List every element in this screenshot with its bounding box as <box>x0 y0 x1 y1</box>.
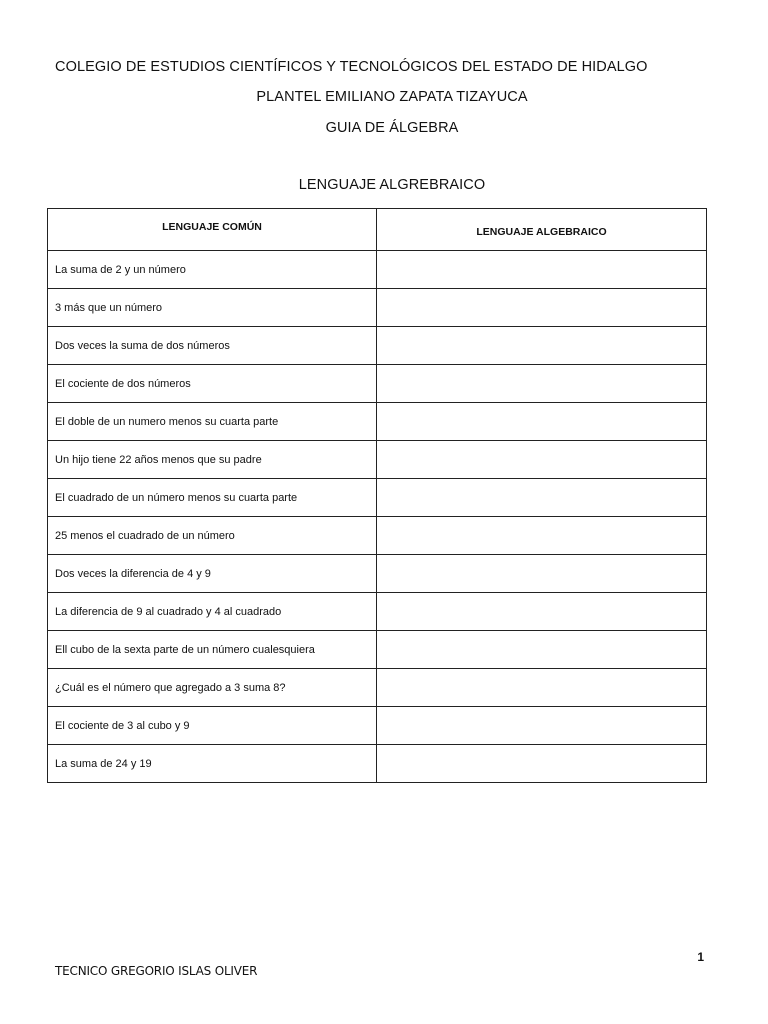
page-number: 1 <box>697 950 704 964</box>
school-name: COLEGIO DE ESTUDIOS CIENTÍFICOS Y TECNOLÓGICOS DEL ESTADO DE HIDALGO <box>55 59 648 75</box>
table-row <box>48 365 707 403</box>
common-language-cell: 3 más que un número <box>48 289 377 327</box>
campus-name: PLANTEL EMILIANO ZAPATA TIZAYUCA <box>256 89 528 105</box>
algebraic-answer-cell[interactable] <box>377 441 707 479</box>
common-language-cell: La suma de 24 y 19 <box>48 745 377 783</box>
algebraic-answer-cell[interactable] <box>377 365 707 403</box>
algebraic-answer-cell[interactable] <box>377 289 707 327</box>
table-row <box>48 479 707 517</box>
common-language-cell: Un hijo tiene 22 años menos que su padre <box>48 441 377 479</box>
algebra-worksheet-table <box>47 208 707 783</box>
guide-title: GUIA DE ÁLGEBRA <box>325 120 459 136</box>
table-row <box>48 441 707 479</box>
algebraic-answer-cell[interactable] <box>377 555 707 593</box>
table-row <box>48 669 707 707</box>
topic-title: LENGUAJE ALGREBRAICO <box>298 177 486 193</box>
common-language-cell: Dos veces la diferencia de 4 y 9 <box>48 555 377 593</box>
table-header-row <box>48 209 707 251</box>
table-row <box>48 745 707 783</box>
table-row <box>48 593 707 631</box>
common-language-cell: La diferencia de 9 al cuadrado y 4 al cuadrado <box>48 593 377 631</box>
common-language-cell: Ell cubo de la sexta parte de un número cualesquiera <box>48 631 377 669</box>
table-row <box>48 517 707 555</box>
table-row <box>48 327 707 365</box>
algebraic-answer-cell[interactable] <box>377 631 707 669</box>
table-row <box>48 289 707 327</box>
common-language-cell: El cociente de dos números <box>48 365 377 403</box>
table-row <box>48 631 707 669</box>
algebraic-answer-cell[interactable] <box>377 517 707 555</box>
column-header-algebraic-language: LENGUAJE ALGEBRAICO <box>377 209 707 251</box>
footer-author: TECNICO GREGORIO ISLAS OLIVER <box>55 964 258 978</box>
table-row <box>48 403 707 441</box>
algebraic-answer-cell[interactable] <box>377 479 707 517</box>
algebraic-answer-cell[interactable] <box>377 327 707 365</box>
common-language-cell: Dos veces la suma de dos números <box>48 327 377 365</box>
common-language-cell: El cociente de 3 al cubo y 9 <box>48 707 377 745</box>
table-row <box>48 555 707 593</box>
common-language-cell: El cuadrado de un número menos su cuarta parte <box>48 479 377 517</box>
algebraic-answer-cell[interactable] <box>377 669 707 707</box>
algebraic-answer-cell[interactable] <box>377 403 707 441</box>
column-header-common-language: LENGUAJE COMÚN <box>48 209 377 251</box>
table-row <box>48 707 707 745</box>
algebraic-answer-cell[interactable] <box>377 707 707 745</box>
common-language-cell: 25 menos el cuadrado de un número <box>48 517 377 555</box>
common-language-cell: La suma de 2 y un número <box>48 251 377 289</box>
table-row <box>48 251 707 289</box>
common-language-cell: ¿Cuál es el número que agregado a 3 suma 8? <box>48 669 377 707</box>
algebraic-answer-cell[interactable] <box>377 251 707 289</box>
algebraic-answer-cell[interactable] <box>377 745 707 783</box>
algebraic-answer-cell[interactable] <box>377 593 707 631</box>
common-language-cell: El doble de un numero menos su cuarta parte <box>48 403 377 441</box>
